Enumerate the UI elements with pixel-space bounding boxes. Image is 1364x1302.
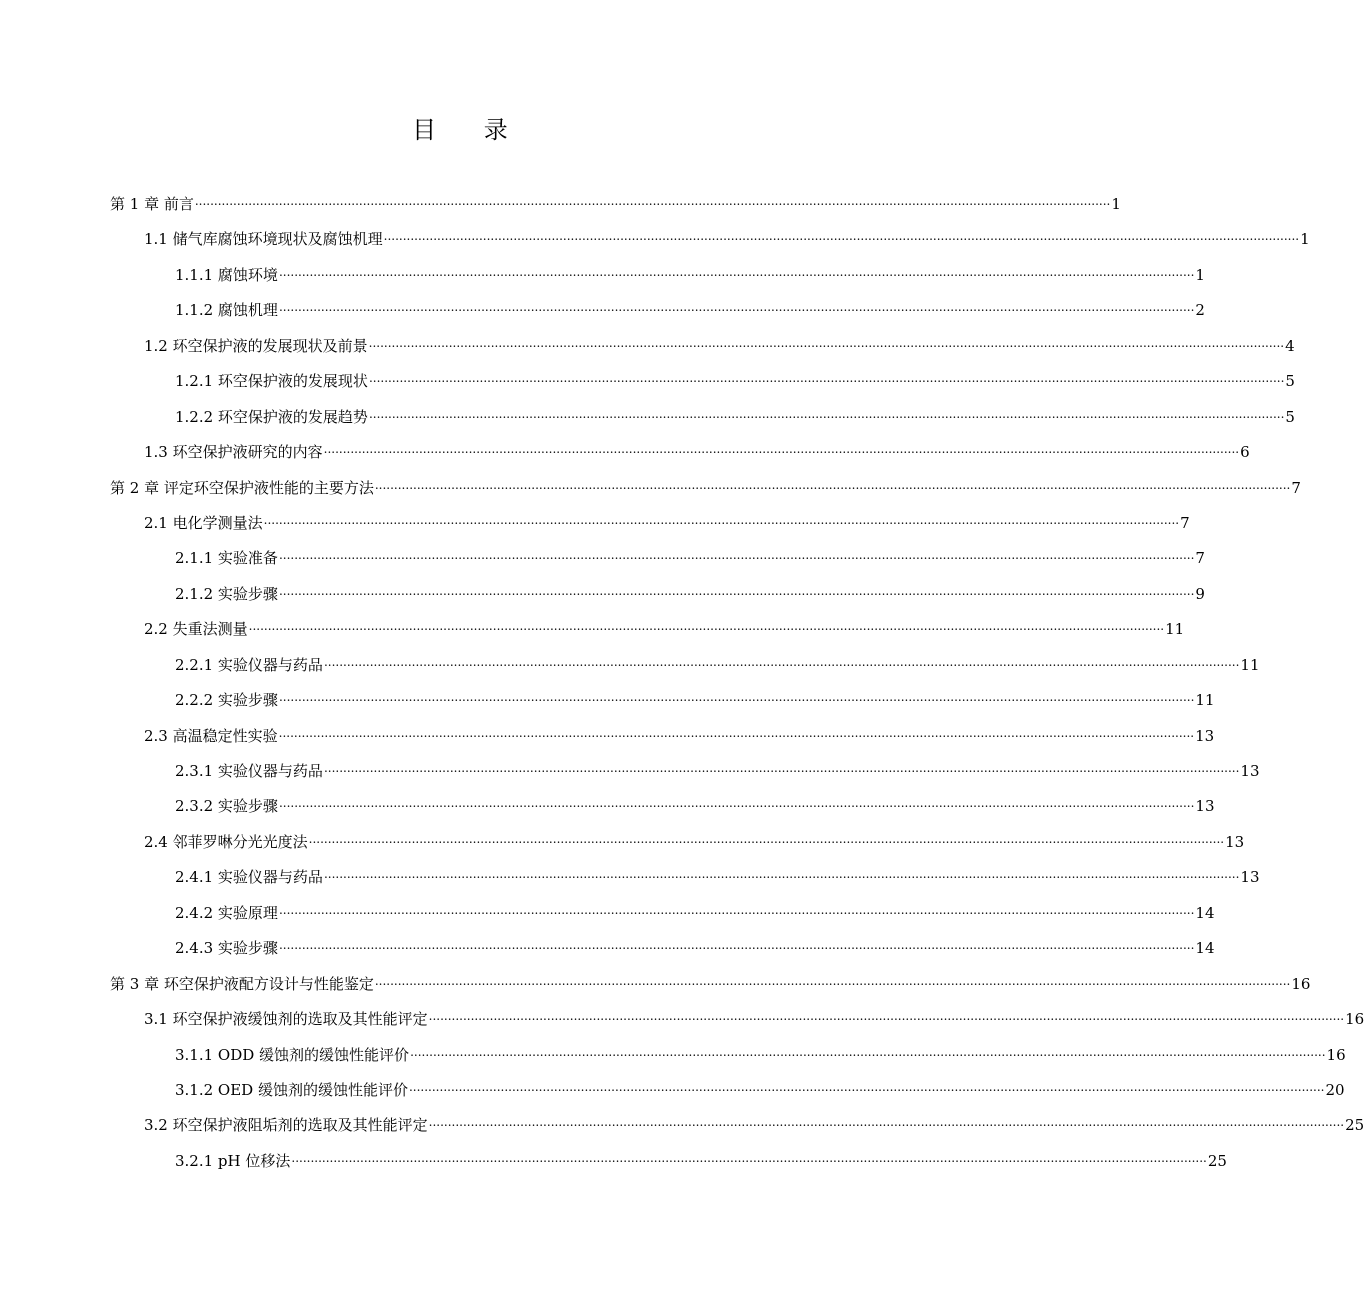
toc-dot-leader: ................................................................................................................................................................................................................................................ (278, 583, 1195, 598)
toc-dot-leader: ................................................................................................................................................................................................................................................ (278, 548, 1195, 563)
toc-page-number: 7 (1180, 513, 1190, 532)
toc-entry[interactable] (0, 186, 1121, 221)
toc-dot-leader: ................................................................................................................................................................................................................................................ (428, 1115, 1345, 1130)
toc-dot-leader: ................................................................................................................................................................................................................................................ (278, 796, 1195, 811)
toc-page-number: 4 (1285, 336, 1295, 355)
toc-entry-label: 1.1.2 腐蚀机理 (175, 301, 278, 320)
toc-page-number: 14 (1195, 939, 1215, 958)
toc-entry-label: 2.2.1 实验仪器与药品 (175, 655, 323, 674)
toc-dot-leader: ................................................................................................................................................................................................................................................ (278, 902, 1195, 917)
toc-entry[interactable] (0, 470, 1301, 505)
toc-entry[interactable] (0, 1107, 1364, 1142)
toc-page-number: 13 (1240, 868, 1260, 887)
toc-page-number: 11 (1240, 655, 1260, 674)
toc-entry-label: 第 3 章 环空保护液配方设计与性能鉴定 (110, 974, 374, 993)
toc-entry[interactable] (0, 753, 1260, 788)
toc-dot-leader: ................................................................................................................................................................................................................................................ (194, 194, 1111, 208)
toc-dot-leader: ................................................................................................................................................................................................................................................ (278, 938, 1195, 953)
toc-page-number: 5 (1285, 407, 1295, 426)
toc-page-number: 1 (1195, 265, 1205, 284)
toc-entry-label: 1.2 环空保护液的发展现状及前景 (144, 336, 368, 355)
toc-entry[interactable] (0, 1001, 1364, 1036)
toc-page-number: 13 (1195, 726, 1215, 745)
toc-dot-leader: ................................................................................................................................................................................................................................................ (291, 1150, 1207, 1165)
toc-entry-label: 1.3 环空保护液研究的内容 (144, 443, 323, 462)
toc-entry-label: 2.4.2 实验原理 (175, 903, 278, 922)
toc-page-number: 14 (1195, 903, 1215, 922)
toc-page-number: 5 (1285, 372, 1295, 391)
toc-entry-label: 2.2 失重法测量 (144, 620, 248, 639)
toc-entry-label: 2.1.1 实验准备 (175, 549, 278, 568)
toc-entry[interactable] (0, 611, 1185, 646)
toc-dot-leader: ................................................................................................................................................................................................................................................ (368, 406, 1285, 421)
toc-entry[interactable] (0, 505, 1190, 540)
toc-entry-label: 2.4 邻菲罗啉分光光度法 (144, 832, 308, 851)
toc-dot-leader: ................................................................................................................................................................................................................................................ (278, 725, 1195, 740)
toc-entry[interactable] (0, 257, 1205, 292)
toc-dot-leader: ................................................................................................................................................................................................................................................ (410, 1044, 1326, 1059)
toc-page-number: 25 (1207, 1151, 1227, 1170)
toc-page-number: 2 (1195, 301, 1205, 320)
toc-page-number: 11 (1195, 691, 1215, 710)
toc-page-number: 7 (1195, 549, 1205, 568)
toc-dot-leader: ................................................................................................................................................................................................................................................ (323, 867, 1240, 882)
toc-entry-label: 3.1 环空保护液缓蚀剂的选取及其性能评定 (144, 1010, 428, 1029)
toc-entry[interactable] (0, 540, 1205, 575)
toc-page-number: 13 (1195, 797, 1215, 816)
toc-page-number: 20 (1325, 1080, 1345, 1099)
toc-entry-label: 2.2.2 实验步骤 (175, 691, 278, 710)
toc-page-number: 16 (1291, 974, 1311, 993)
toc-page-number: 9 (1195, 584, 1205, 603)
toc-entry-label: 第 1 章 前言 (110, 195, 194, 213)
toc-dot-leader: ................................................................................................................................................................................................................................................ (368, 335, 1285, 350)
toc-entry[interactable] (0, 895, 1215, 930)
toc-dot-leader: ................................................................................................................................................................................................................................................ (428, 1009, 1345, 1024)
toc-page-number: 16 (1345, 1010, 1364, 1029)
toc-page-number: 13 (1240, 762, 1260, 780)
toc-page-number: 25 (1345, 1116, 1364, 1135)
toc-entry-label: 2.1.2 实验步骤 (175, 584, 278, 603)
toc-entry[interactable] (0, 859, 1260, 894)
toc-entry[interactable] (0, 930, 1215, 965)
page-title: 目 录 (412, 116, 528, 144)
toc-entry[interactable] (0, 292, 1205, 327)
toc-entry[interactable] (0, 1037, 1346, 1072)
toc-dot-leader: ................................................................................................................................................................................................................................................ (323, 654, 1240, 669)
toc-entry[interactable] (0, 576, 1205, 611)
toc-entry[interactable] (0, 966, 1311, 1001)
toc-list (0, 186, 1364, 1178)
toc-dot-leader: ................................................................................................................................................................................................................................................ (374, 477, 1291, 492)
toc-dot-leader: ................................................................................................................................................................................................................................................ (248, 619, 1165, 634)
toc-entry-label: 1.1.1 腐蚀环境 (175, 265, 278, 284)
toc-entry-label: 3.1.2 OED 缓蚀剂的缓蚀性能评价 (175, 1080, 408, 1099)
toc-page-number: 11 (1165, 620, 1185, 639)
toc-entry[interactable] (0, 824, 1245, 859)
toc-entry[interactable] (0, 718, 1215, 753)
toc-entry-label: 2.3.1 实验仪器与药品 (175, 762, 323, 780)
toc-entry[interactable] (0, 434, 1250, 469)
toc-entry-label: 1.2.2 环空保护液的发展趋势 (175, 407, 368, 426)
toc-dot-leader: ................................................................................................................................................................................................................................................ (308, 831, 1225, 846)
toc-dot-leader: ................................................................................................................................................................................................................................................ (263, 512, 1180, 527)
toc-page-number: 7 (1291, 478, 1301, 497)
toc-dot-leader: ................................................................................................................................................................................................................................................ (323, 761, 1240, 775)
toc-entry-label: 1.2.1 环空保护液的发展现状 (175, 372, 368, 391)
toc-dot-leader: ................................................................................................................................................................................................................................................ (368, 371, 1285, 386)
toc-entry-label: 2.1 电化学测量法 (144, 513, 263, 532)
toc-entry-label: 2.4.3 实验步骤 (175, 939, 278, 958)
toc-entry-label: 1.1 储气库腐蚀环境现状及腐蚀机理 (144, 230, 383, 249)
toc-entry[interactable] (0, 1143, 1227, 1178)
toc-page-number: 1 (1111, 195, 1121, 213)
toc-dot-leader: ................................................................................................................................................................................................................................................ (323, 442, 1240, 457)
toc-entry[interactable] (0, 1072, 1345, 1107)
toc-dot-leader: ................................................................................................................................................................................................................................................ (278, 264, 1195, 279)
toc-page-number: 16 (1326, 1045, 1346, 1064)
toc-entry[interactable] (0, 328, 1295, 363)
toc-entry-label: 3.2.1 pH 位移法 (175, 1151, 291, 1170)
toc-dot-leader: ................................................................................................................................................................................................................................................ (383, 229, 1300, 244)
toc-entry-label: 2.4.1 实验仪器与药品 (175, 868, 323, 887)
toc-dot-leader: ................................................................................................................................................................................................................................................ (374, 973, 1291, 988)
toc-page-number: 13 (1225, 832, 1245, 851)
toc-entry[interactable] (0, 682, 1215, 717)
toc-dot-leader: ................................................................................................................................................................................................................................................ (278, 690, 1195, 705)
toc-entry-label: 2.3.2 实验步骤 (175, 797, 278, 816)
toc-entry-label: 3.1.1 ODD 缓蚀剂的缓蚀性能评价 (175, 1045, 410, 1064)
toc-dot-leader: ................................................................................................................................................................................................................................................ (408, 1079, 1325, 1094)
toc-entry[interactable] (0, 221, 1310, 256)
toc-page-number: 1 (1300, 230, 1310, 249)
toc-entry[interactable] (0, 647, 1260, 682)
toc-entry[interactable] (0, 399, 1295, 434)
toc-page-number: 6 (1240, 443, 1250, 462)
toc-entry[interactable] (0, 788, 1215, 823)
toc-entry-label: 3.2 环空保护液阻垢剂的选取及其性能评定 (144, 1116, 428, 1135)
toc-dot-leader: ................................................................................................................................................................................................................................................ (278, 300, 1195, 315)
toc-entry[interactable] (0, 363, 1295, 398)
toc-entry-label: 第 2 章 评定环空保护液性能的主要方法 (110, 478, 374, 497)
toc-entry-label: 2.3 高温稳定性实验 (144, 726, 278, 745)
